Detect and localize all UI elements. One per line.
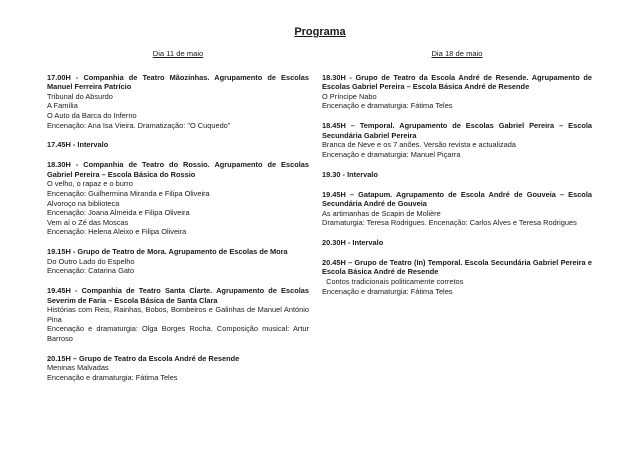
block-heading: 19.45H – Gatapum. Agrupamento de Escola André de Gouveia – Escola Secundária André de Gouveia (322, 189, 592, 209)
program-block (47, 286, 309, 344)
block-heading: 19.15H - Grupo de Teatro de Mora. Agrupamento de Escolas de Mora (47, 247, 288, 257)
block-line: Encenação e dramaturgia: Fátima Teles (322, 286, 453, 296)
day-heading: Dia 11 de maio (152, 49, 204, 58)
block-line: O Príncipe Nabo (322, 91, 377, 101)
block-line: Vem aí o Zé das Moscas (47, 217, 129, 227)
block-line: Encenação: Joana Almeida e Filipa Oliveira (47, 208, 190, 218)
block-line: Encenação e dramaturgia: Fátima Teles (322, 101, 453, 111)
block-line: Encenação e dramaturgia: Olga Borges Rocha. Composição musical: Artur Barroso (47, 324, 309, 343)
block-line: Branca de Neve e os 7 anões. Versão revista e actualizada (322, 140, 516, 150)
page-title: Programa (294, 26, 346, 38)
block-line: Do Outro Lado do Espelho (47, 256, 135, 266)
block-line: Dramaturgia: Teresa Rodrigues. Encenação: Carlos Alves e Teresa Rodrigues (322, 218, 577, 228)
block-heading: 20.45H – Grupo de Teatro (In) Temporal. Escola Secundária Gabriel Pereira e Escola Básica André de Resende (322, 257, 592, 277)
block-heading: 17.45H - Intervalo (47, 140, 109, 150)
block-line: Contos tradicionais politicamente corretos (322, 277, 464, 287)
block-line: Meninas Malvadas (47, 363, 109, 373)
block-line: O Auto da Barca do Inferno (47, 110, 137, 120)
block-line: O velho, o rapaz e o burro (47, 179, 133, 189)
day-column-right (322, 49, 592, 306)
block-heading: 18.30H - Grupo de Teatro da Escola André de Resende. Agrupamento de Escolas Gabriel Pereira – Escola Básica André de Resende (322, 72, 592, 92)
block-line: Encenação: Catarina Gato (47, 266, 135, 276)
block-line: Encenação: Ana Isa Vieira. Dramatização: "O Cuquedo" (47, 120, 231, 130)
block-line: A Família (47, 101, 78, 111)
program-block (47, 247, 309, 276)
block-line: Encenação e dramaturgia: Manuel Piçarra (322, 149, 461, 159)
program-block (322, 238, 592, 248)
program-block (322, 121, 592, 159)
block-heading: 19.45H - Companhia de Teatro Santa Clarte. Agrupamento de Escolas Severim de Faria – Escola Básica de Santa Clara (47, 286, 309, 305)
program-block (322, 190, 592, 228)
block-heading: 20.15H – Grupo de Teatro da Escola André de Resende (47, 353, 240, 363)
block-line: Tribunal do Absurdo (47, 91, 113, 101)
block-heading: 17.00H - Companhia de Teatro Mãozinhas. Agrupamento de Escolas Manuel Ferreira Patrício (47, 72, 309, 92)
program-block (47, 160, 309, 237)
block-line: Encenação: Guilhermina Miranda e Filipa Oliveira (47, 188, 210, 198)
block-line: As artimanhas de Scapin de Molière (322, 208, 441, 218)
block-line: Encenação: Helena Aleixo e Filipa Oliveira (47, 227, 187, 237)
day-column-left (47, 49, 309, 393)
block-heading: 20.30H - Intervalo (322, 238, 384, 248)
block-heading: 19.30 - Intervalo (322, 169, 378, 179)
block-line: Encenação e dramaturgia: Fátima Teles (47, 372, 178, 382)
block-heading: 18.45H – Temporal. Agrupamento de Escolas Gabriel Pereira – Escola Secundária Gabriel Pereira (322, 121, 592, 140)
day-heading: Dia 18 de maio (431, 49, 483, 58)
block-line: Alvoroço na biblioteca (47, 198, 120, 208)
program-block (322, 73, 592, 111)
program-block (47, 354, 309, 383)
block-heading: 18.30H - Companhia de Teatro do Rossio. Agrupamento de Escolas Gabriel Pereira – Escola Básica do Rossio (47, 160, 309, 179)
block-line: Histórias com Reis, Rainhas, Bobos, Bombeiros e Galinhas de Manuel António Pina (47, 305, 309, 324)
program-block (322, 170, 592, 180)
program-block (322, 258, 592, 296)
program-block (47, 140, 309, 150)
program-block (47, 73, 309, 131)
